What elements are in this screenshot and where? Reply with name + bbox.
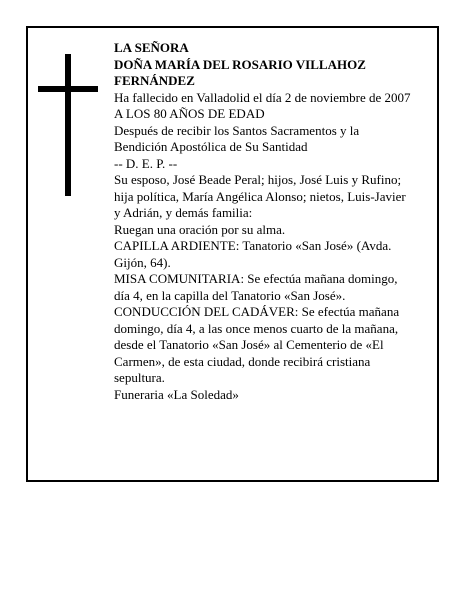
prayer-request: Ruegan una oración por su alma. bbox=[114, 221, 286, 237]
cross-icon bbox=[38, 54, 98, 196]
deceased-name: DOÑA MARÍA DEL ROSARIO VILLAHOZ FERNÁNDEZ bbox=[114, 56, 366, 88]
cross-horizontal-bar bbox=[38, 86, 98, 92]
rip-line: -- D. E. P. -- bbox=[114, 155, 178, 171]
funeral-home: Funeraria «La Soledad» bbox=[114, 386, 239, 402]
cross-vertical-bar bbox=[65, 54, 71, 196]
community-mass: MISA COMUNITARIA: Se efectúa mañana domingo, día 4, en la capilla del Tanatorio «San José». bbox=[114, 271, 398, 303]
funeral-procession: CONDUCCIÓN DEL CADÁVER: Se efectúa mañana domingo, día 4, a las once menos cuarto de la mañana, desde el Tanatorio «San José» al Cementerio de «El Carmen», de esta ciudad, donde recibirá cristiana sepultura. bbox=[114, 304, 400, 385]
obituary-text bbox=[114, 40, 414, 403]
family-line: Su esposo, José Beade Peral; hijos, José Luis y Rufino; hija política, María Angélica Alonso; nietos, Luis-Javier y Adrián, y demás familia: bbox=[114, 172, 406, 220]
age-line: A LOS 80 AÑOS DE EDAD bbox=[114, 106, 265, 121]
notice-title-line-1: LA SEÑORA bbox=[114, 40, 189, 55]
death-announcement: Ha fallecido en Valladolid el día 2 de noviembre de 2007 bbox=[114, 89, 411, 105]
funeral-chapel: CAPILLA ARDIENTE: Tanatorio «San José» (Avda. Gijón, 64). bbox=[114, 238, 392, 270]
sacraments-line: Después de recibir los Santos Sacramentos y la Bendición Apostólica de Su Santidad bbox=[114, 122, 360, 154]
